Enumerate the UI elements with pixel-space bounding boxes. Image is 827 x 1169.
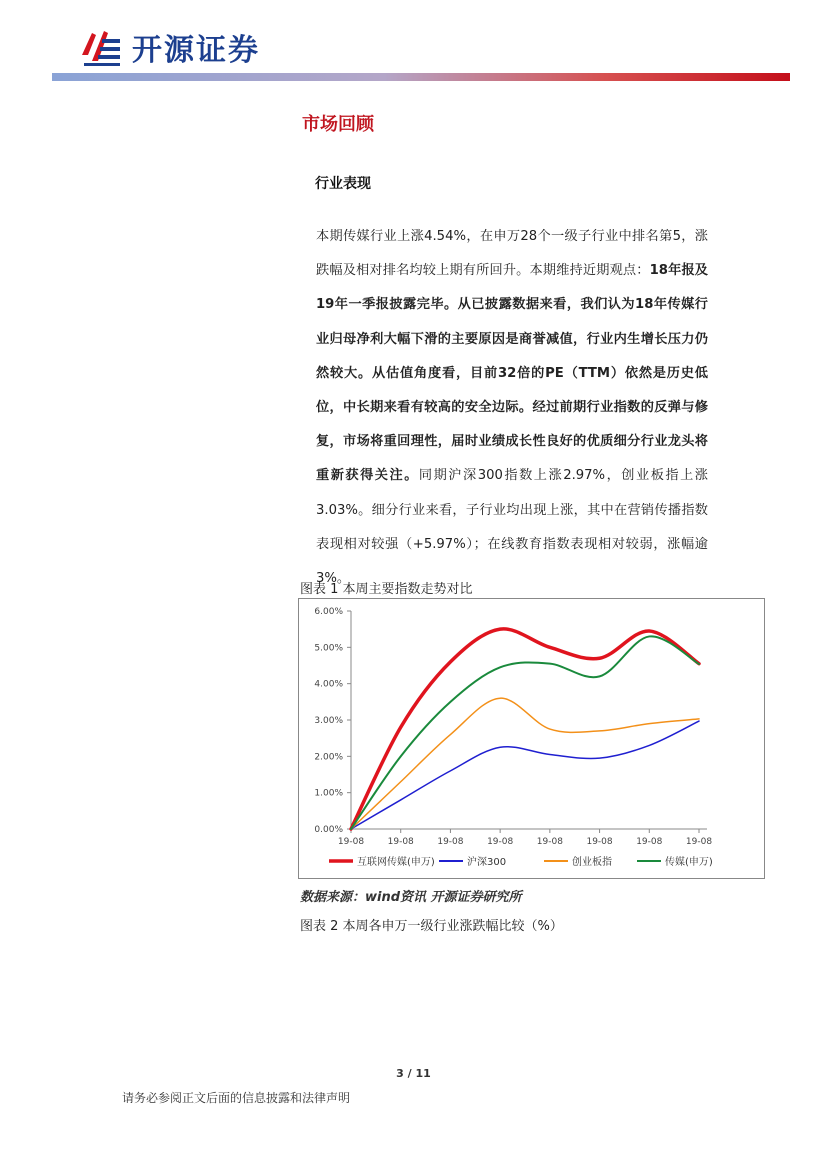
legend-label-1: 沪深300 <box>467 857 507 868</box>
y-tick-label: 1.00% <box>314 788 343 799</box>
paragraph-text-2: 同期沪深300指数上涨2.97%，创业板指上涨3.03%。细分行业来看，子行业均出现上涨，其中在营销传播指数表现相对较强（+5.97%）；在线教育指数表现相对较弱，涨幅逾3%。 <box>316 468 708 587</box>
x-tick-label: 19-08 <box>487 837 514 847</box>
legend-label-2: 创业板指 <box>572 857 612 868</box>
x-tick-label: 19-08 <box>685 837 713 847</box>
paragraph-text-1: 本期传媒行业上涨4.54%，在申万28个一级子行业中排名第5，涨跌幅及相对排名均较上期有所回升。本期维持近期观点： <box>316 229 708 279</box>
y-tick-label: 0.00% <box>314 825 343 835</box>
section-title: 市场回顾 <box>302 114 374 135</box>
y-tick-label: 4.00% <box>314 679 343 690</box>
company-name: 开源证券 <box>132 33 260 68</box>
x-tick-label: 19-08 <box>536 837 563 847</box>
legend-label-3: 传媒(申万) <box>665 857 713 868</box>
index-trend-chart <box>298 598 765 879</box>
body-paragraph <box>316 220 708 596</box>
legend-label-0: 互联网传媒(申万) <box>357 857 435 868</box>
y-tick-label: 5.00% <box>314 643 343 654</box>
y-tick-label: 2.00% <box>314 752 343 763</box>
footer-disclaimer: 请务必参阅正文后面的信息披露和法律声明 <box>122 1091 351 1105</box>
x-tick-label: 19-08 <box>387 837 414 847</box>
y-tick-label: 6.00% <box>314 607 343 617</box>
page-number: 3 / 11 <box>396 1067 431 1080</box>
data-source: 数据来源：wind资讯 开源证券研究所 <box>300 890 522 905</box>
x-tick-label: 19-08 <box>636 837 663 847</box>
x-tick-label: 19-08 <box>586 837 613 847</box>
paragraph-bold-text: 18年报及19年一季报披露完毕。从已披露数据来看，我们认为18年传媒行业归母净利大幅下滑的主要原因是商誉减值，行业内生增长压力仍然较大。从估值角度看，目前32倍的PE（TTM）依然是历史低位，中长期来看有较高的安全边际。经过前期行业指数的反弹与修复，市场将重回理性，届时业绩成长性良好的优质细分行业龙头将重新获得关注。 <box>316 263 708 484</box>
header-divider <box>52 73 790 81</box>
sub-title: 行业表现 <box>315 176 371 192</box>
series-line-3 <box>351 636 699 829</box>
figure-2-caption: 图表 2 本周各申万一级行业涨跌幅比较（%） <box>300 919 563 934</box>
x-tick-label: 19-08 <box>437 837 464 847</box>
company-logo <box>78 25 260 69</box>
y-tick-label: 3.00% <box>314 716 343 726</box>
figure-1-caption: 图表 1 本周主要指数走势对比 <box>300 582 473 597</box>
x-tick-label: 19-08 <box>337 837 365 847</box>
series-line-2 <box>351 698 699 829</box>
series-line-1 <box>351 721 699 829</box>
chart-svg <box>299 599 764 878</box>
logo-mark-icon <box>78 25 124 69</box>
